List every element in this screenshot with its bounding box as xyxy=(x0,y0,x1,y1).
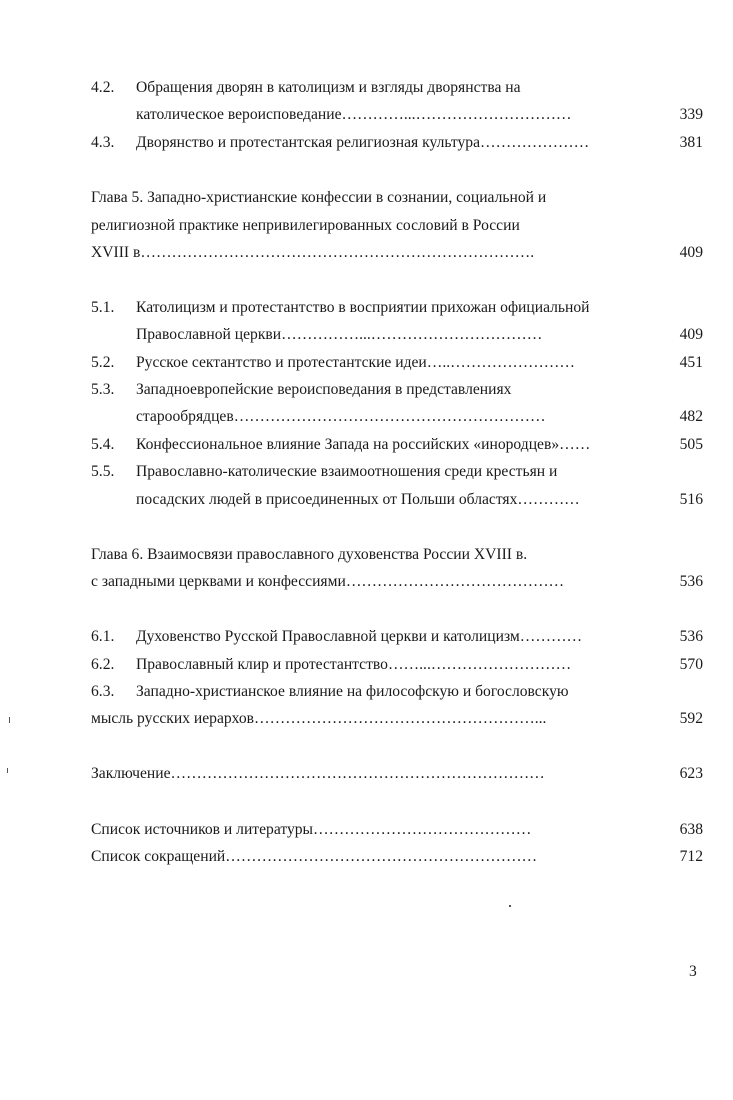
entry-page: 381 xyxy=(679,134,703,151)
entry-page: 570 xyxy=(679,656,703,673)
chapter-title: Глава 5. Западно-христианские конфессии в сознании, социальной и xyxy=(91,189,547,206)
toc-entry-5-2 xyxy=(0,351,733,375)
page-number: 3 xyxy=(689,963,697,980)
entry-page: 482 xyxy=(679,408,703,425)
entry-title: Дворянство и протестантская религиозная культура………………… xyxy=(136,134,590,151)
entry-page: 536 xyxy=(679,628,703,645)
entry-number: 6.3. xyxy=(91,683,115,700)
chapter-title: с западными церквами и конфессиями…………………………………… xyxy=(91,573,565,590)
entry-title: католическое вероисповедание…………...………………………… xyxy=(136,106,572,123)
toc-entry-5-1-cont xyxy=(0,323,733,347)
toc-chapter-6-cont xyxy=(0,570,733,594)
entry-title: Католицизм и протестантство в восприятии прихожан официальной xyxy=(136,299,590,316)
entry-number: 5.5. xyxy=(91,463,115,480)
toc-chapter-5-cont xyxy=(0,241,733,265)
entry-page: 409 xyxy=(679,326,703,343)
entry-page: 451 xyxy=(679,354,703,371)
toc-conclusion xyxy=(0,762,733,786)
entry-title: старообрядцев…………………………………………………… xyxy=(136,408,546,425)
entry-page: 638 xyxy=(679,821,703,838)
entry-page: 409 xyxy=(679,244,703,261)
toc-entry-6-1 xyxy=(0,625,733,649)
toc-entry-5-3-cont xyxy=(0,405,733,429)
toc-abbreviations xyxy=(0,845,733,869)
chapter-title: религиозной практике непривилегированных сословий в России xyxy=(91,217,520,234)
entry-page: 623 xyxy=(679,765,703,782)
entry-title: Конфессиональное влияние Запада на российских «инородцев»…… xyxy=(136,436,591,453)
entry-number: 5.3. xyxy=(91,381,115,398)
toc-entry-6-2 xyxy=(0,653,733,677)
toc-entry-4-3 xyxy=(0,131,733,155)
entry-page: 712 xyxy=(679,848,703,865)
toc-entry-6-3-cont xyxy=(0,707,733,731)
entry-title: мысль русских иерархов………………………………………………... xyxy=(91,710,547,727)
toc-entry-5-5-cont xyxy=(0,488,733,512)
entry-title: Западно-христианское влияние на философскую и богословскую xyxy=(136,683,569,700)
entry-title: Заключение……………………………………………………………… xyxy=(91,765,545,782)
entry-page: 339 xyxy=(679,106,703,123)
entry-title: посадских людей в присоединенных от Польши областях………… xyxy=(136,491,580,508)
chapter-title: Глава 6. Взаимосвязи православного духовенства России XVIII в. xyxy=(91,546,528,563)
entry-number: 6.2. xyxy=(91,656,115,673)
entry-title: Русское сектантство и протестантские идеи…..…………………… xyxy=(136,354,575,371)
entry-number: 5.4. xyxy=(91,436,115,453)
toc-sources xyxy=(0,818,733,842)
entry-number: 5.2. xyxy=(91,354,115,371)
toc-entry-4-2-cont xyxy=(0,103,733,127)
entry-page: 505 xyxy=(679,436,703,453)
chapter-title: XVIII в…………………………………………………………………. xyxy=(91,244,535,261)
scan-speck xyxy=(509,905,511,907)
entry-page: 592 xyxy=(679,710,703,727)
entry-number: 4.2. xyxy=(91,79,115,96)
entry-page: 536 xyxy=(679,573,703,590)
entry-title: Духовенство Русской Православной церкви и католицизм………… xyxy=(136,628,583,645)
toc-entry-5-4 xyxy=(0,433,733,457)
entry-title: Православной церкви……………...…………………………… xyxy=(136,326,543,343)
scan-speck xyxy=(7,768,8,773)
entry-title: Список источников и литературы…………………………………… xyxy=(91,821,532,838)
entry-title: Православно-католические взаимоотношения среди крестьян и xyxy=(136,463,558,480)
entry-number: 4.3. xyxy=(91,134,115,151)
entry-title: Западноевропейские вероисповедания в представлениях xyxy=(136,381,512,398)
entry-title: Обращения дворян в католицизм и взгляды дворянства на xyxy=(136,79,521,96)
entry-number: 6.1. xyxy=(91,628,115,645)
scan-speck xyxy=(9,717,10,723)
entry-title: Список сокращений…………………………………………………… xyxy=(91,848,538,865)
entry-title: Православный клир и протестантство……...……………………… xyxy=(136,656,572,673)
entry-number: 5.1. xyxy=(91,299,115,316)
entry-page: 516 xyxy=(679,491,703,508)
